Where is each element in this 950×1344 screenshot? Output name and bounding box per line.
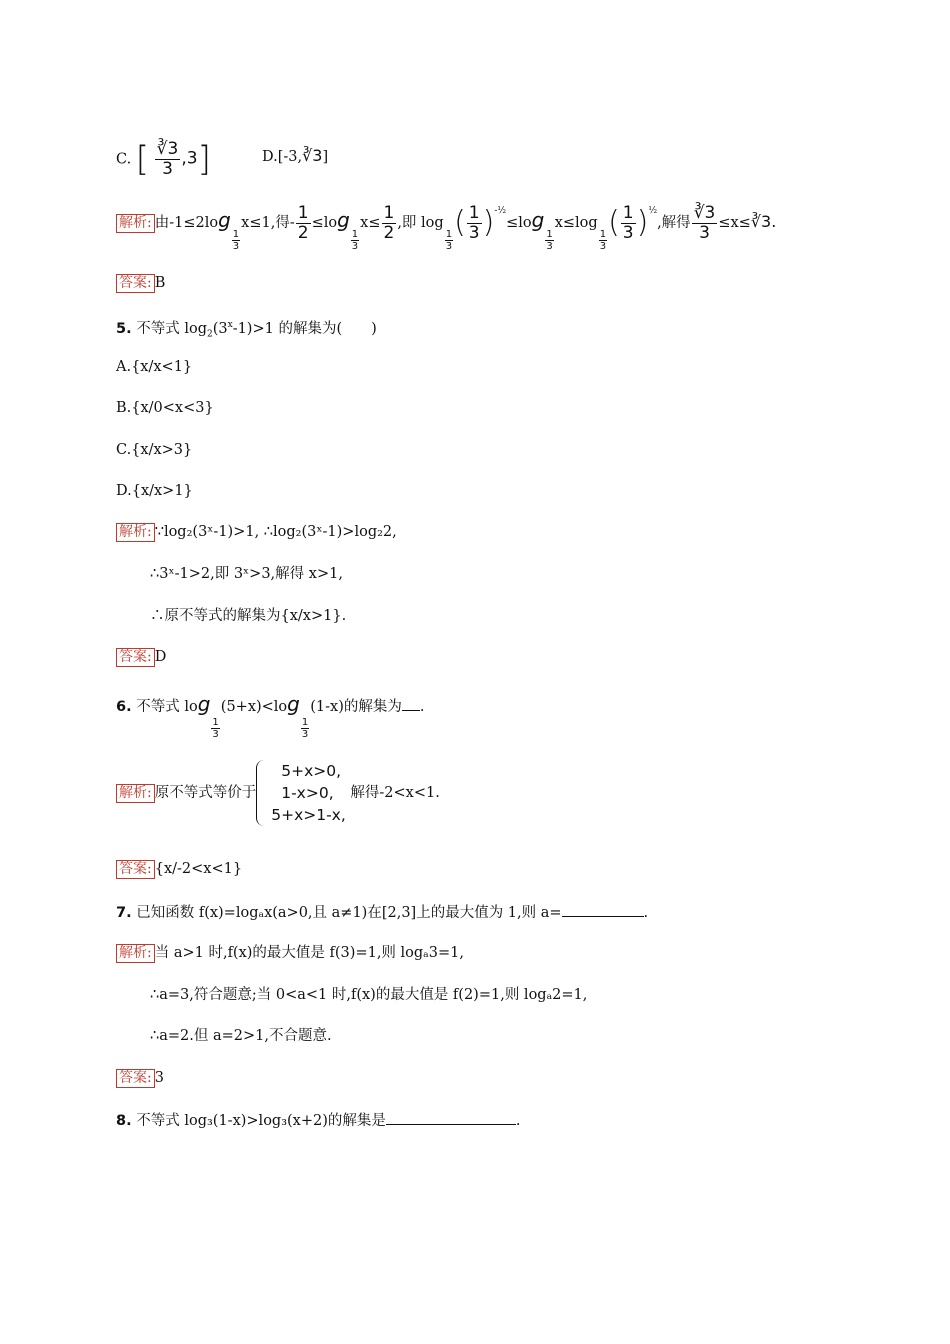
subscript: 2 bbox=[206, 329, 213, 340]
text: ,即 log bbox=[397, 215, 444, 231]
denominator: 3 bbox=[622, 222, 634, 243]
text: 已知函数 f(x)=logₐx(a>0,且 a≠1)在[2,3]上的最大值为 1,则 a= bbox=[131, 905, 562, 921]
log-base bbox=[351, 229, 359, 252]
text: 不等式 log₃(1-x)>log₃(x+2)的解集是 bbox=[131, 1113, 386, 1129]
q7-stem bbox=[116, 902, 648, 923]
answer-value: {x/-2<x<1} bbox=[154, 861, 243, 877]
answer-blank[interactable] bbox=[562, 902, 644, 917]
numerator: 1 bbox=[599, 229, 607, 240]
text: ≤lo bbox=[506, 215, 532, 231]
denominator: 3 bbox=[546, 241, 553, 252]
analysis-tag: 解析: bbox=[116, 523, 155, 542]
text: x≤ bbox=[360, 215, 381, 231]
q5-option-c: C.{x/x>3} bbox=[116, 442, 193, 458]
denominator: 3 bbox=[468, 222, 480, 243]
text: 由-1≤2lo bbox=[154, 215, 219, 231]
log-base bbox=[301, 717, 309, 740]
inequality-system bbox=[271, 760, 346, 826]
answer-value: D bbox=[154, 649, 167, 665]
denominator: 3 bbox=[699, 222, 710, 243]
text: 解得-2<x<1. bbox=[345, 785, 440, 801]
text: ≤x≤ bbox=[718, 215, 751, 231]
q5-stem bbox=[116, 315, 377, 345]
option-text: D.[-3, bbox=[262, 149, 303, 165]
numerator: 1 bbox=[212, 717, 219, 728]
option-label: C. bbox=[116, 151, 132, 168]
left-paren: ( bbox=[454, 205, 466, 240]
q5-answer bbox=[116, 647, 166, 667]
log-base bbox=[545, 229, 553, 252]
answer-tag: 答案: bbox=[116, 1069, 155, 1088]
right-bracket: ] bbox=[197, 139, 211, 180]
system-row: 5+x>0, bbox=[281, 762, 342, 780]
q5-option-d: D.{x/x>1} bbox=[116, 483, 193, 499]
answer-tag: 答案: bbox=[116, 274, 155, 293]
text: x≤log bbox=[554, 215, 598, 231]
q7-analysis-step2: ∴a=3,符合题意;当 0<a<1 时,f(x)的最大值是 f(2)=1,则 logₐ2=1, bbox=[150, 987, 588, 1003]
numerator: 1 bbox=[468, 202, 480, 223]
text: . bbox=[643, 905, 649, 921]
q8-stem bbox=[116, 1110, 521, 1131]
numerator: 1 bbox=[445, 229, 453, 240]
superscript: x bbox=[227, 320, 233, 330]
question-number: 8. bbox=[116, 1113, 132, 1129]
q6-answer bbox=[116, 859, 242, 879]
left-paren: ( bbox=[608, 205, 620, 240]
denominator: 2 bbox=[383, 222, 395, 243]
question-number: 5. bbox=[116, 320, 132, 337]
system-brace bbox=[256, 760, 267, 826]
text: 不等式 lo bbox=[131, 699, 198, 715]
fraction-third bbox=[621, 204, 636, 243]
q5-option-b: B.{x/0<x<3} bbox=[116, 400, 214, 416]
fraction bbox=[155, 140, 181, 179]
denominator: 3 bbox=[301, 729, 309, 740]
numerator: 1 bbox=[383, 202, 395, 223]
answer-value: B bbox=[154, 275, 166, 291]
q4-analysis bbox=[116, 201, 776, 252]
q5-option-a: A.{x/x<1} bbox=[116, 359, 193, 375]
denominator: 3 bbox=[232, 241, 240, 252]
log-base bbox=[211, 717, 219, 740]
q5-analysis-step3: ∴原不等式的解集为{x/x>1}. bbox=[150, 608, 347, 624]
answer-value: 3 bbox=[154, 1070, 164, 1086]
numerator: 1 bbox=[232, 229, 240, 240]
answer-tag: 答案: bbox=[116, 860, 155, 879]
log-base bbox=[445, 229, 453, 252]
log-g: g bbox=[197, 692, 211, 716]
denominator: 3 bbox=[445, 241, 453, 252]
text: x≤1,得- bbox=[241, 215, 295, 231]
q6-stem bbox=[116, 694, 424, 740]
q4-option-d bbox=[262, 146, 328, 167]
answer-blank[interactable] bbox=[402, 696, 420, 711]
text: ,解得 bbox=[657, 215, 691, 231]
text: 当 a>1 时,f(x)的最大值是 f(3)=1,则 logₐ3=1, bbox=[154, 945, 464, 961]
analysis-tag: 解析: bbox=[116, 784, 155, 803]
numerator: 1 bbox=[622, 202, 634, 223]
exponent: -½ bbox=[494, 206, 507, 216]
text: (5+x)<lo bbox=[220, 699, 288, 715]
q7-answer bbox=[116, 1068, 164, 1088]
interval-end: ,3 bbox=[181, 148, 198, 169]
system-row: 5+x>1-x, bbox=[271, 806, 346, 824]
right-paren: ) bbox=[636, 205, 649, 240]
q5-analysis bbox=[116, 522, 397, 542]
numerator: 1 bbox=[546, 229, 553, 240]
question-number: 6. bbox=[116, 699, 132, 715]
numerator: ∛3 bbox=[156, 139, 179, 159]
q4-answer bbox=[116, 273, 165, 293]
numerator: 1 bbox=[297, 202, 309, 223]
exponent: ½ bbox=[648, 206, 658, 216]
system-row: 1-x>0, bbox=[281, 784, 334, 802]
log-base bbox=[232, 229, 240, 252]
fraction-third bbox=[467, 204, 482, 243]
log-base bbox=[599, 229, 607, 252]
numerator: ∛3 bbox=[693, 202, 716, 223]
text: (3 bbox=[212, 320, 228, 337]
close-bracket: ] bbox=[322, 149, 329, 165]
q4-option-c bbox=[116, 140, 211, 179]
left-bracket: [ bbox=[135, 139, 150, 180]
q6-analysis bbox=[116, 760, 440, 826]
denominator: 3 bbox=[599, 241, 607, 252]
log-g: g bbox=[531, 208, 545, 232]
numerator: 1 bbox=[301, 717, 309, 728]
numerator: 1 bbox=[351, 229, 359, 240]
fraction-half bbox=[296, 204, 311, 243]
text: 不等式 log bbox=[131, 320, 207, 337]
analysis-tag: 解析: bbox=[116, 214, 155, 233]
fraction-half bbox=[382, 204, 397, 243]
denominator: 3 bbox=[212, 729, 219, 740]
right-paren: ) bbox=[482, 205, 495, 240]
q7-analysis bbox=[116, 943, 464, 963]
q5-analysis-step2: ∴3ˣ-1>2,即 3ˣ>3,解得 x>1, bbox=[150, 566, 343, 582]
analysis-tag: 解析: bbox=[116, 944, 155, 963]
text: 原不等式等价于 bbox=[154, 785, 257, 801]
text: ∛3. bbox=[750, 212, 777, 231]
fraction-cuberoot bbox=[692, 204, 718, 243]
text: ≤lo bbox=[311, 215, 338, 231]
log-g: g bbox=[287, 692, 300, 716]
answer-blank[interactable] bbox=[386, 1110, 516, 1125]
question-number: 7. bbox=[116, 905, 132, 921]
text: . bbox=[419, 699, 425, 715]
radical: ∛3 bbox=[302, 146, 323, 165]
log-g: g bbox=[337, 208, 350, 232]
q7-analysis-step3: ∴a=2.但 a=2>1,不合题意. bbox=[150, 1028, 332, 1044]
text: . bbox=[515, 1113, 521, 1129]
log-g: g bbox=[218, 208, 231, 232]
text: (1-x)的解集为 bbox=[310, 699, 402, 715]
denominator: 2 bbox=[297, 222, 309, 243]
text: -1)>1 的解集为( ) bbox=[232, 320, 377, 337]
denominator: 3 bbox=[162, 159, 173, 179]
answer-tag: 答案: bbox=[116, 648, 155, 667]
text: ∵log₂(3ˣ-1)>1, ∴log₂(3ˣ-1)>log₂2, bbox=[154, 524, 397, 540]
denominator: 3 bbox=[351, 241, 359, 252]
